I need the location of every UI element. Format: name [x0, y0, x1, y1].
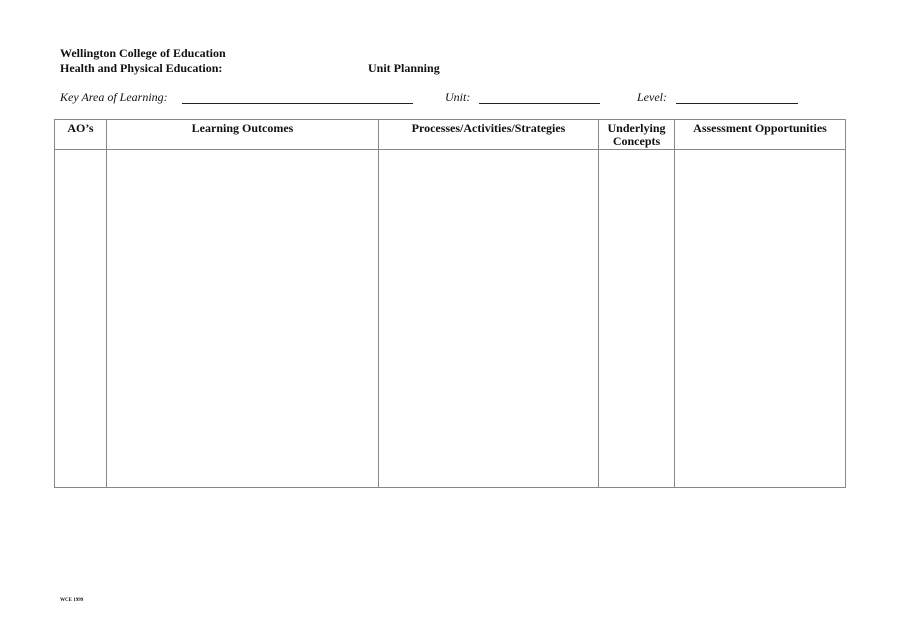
- learning-outcomes-cell[interactable]: [107, 150, 379, 488]
- column-header-aos: AO’s: [55, 120, 107, 150]
- underlying-concepts-cell[interactable]: [599, 150, 675, 488]
- table-header-row: [55, 120, 846, 150]
- department-name: Health and Physical Education:: [60, 61, 223, 75]
- institution-name: Wellington College of Education: [60, 46, 226, 60]
- aos-cell[interactable]: [55, 150, 107, 488]
- column-header-underlying-concepts: Underlying Concepts: [599, 120, 675, 150]
- key-area-label: Key Area of Learning:: [60, 90, 168, 104]
- unit-field[interactable]: [479, 103, 600, 104]
- page-title: Unit Planning: [368, 61, 440, 75]
- level-field[interactable]: [676, 103, 798, 104]
- processes-cell[interactable]: [379, 150, 599, 488]
- column-header-learning-outcomes: Learning Outcomes: [107, 120, 379, 150]
- column-header-processes: Processes/Activities/Strategies: [379, 120, 599, 150]
- key-area-field[interactable]: [182, 103, 413, 104]
- unit-planning-table: [54, 119, 846, 488]
- assessment-cell[interactable]: [675, 150, 846, 488]
- column-header-assessment: Assessment Opportunities: [675, 120, 846, 150]
- footer-code: WCE 1999: [60, 598, 84, 603]
- table-row: [55, 150, 846, 488]
- unit-label: Unit:: [445, 90, 471, 104]
- level-label: Level:: [637, 90, 667, 104]
